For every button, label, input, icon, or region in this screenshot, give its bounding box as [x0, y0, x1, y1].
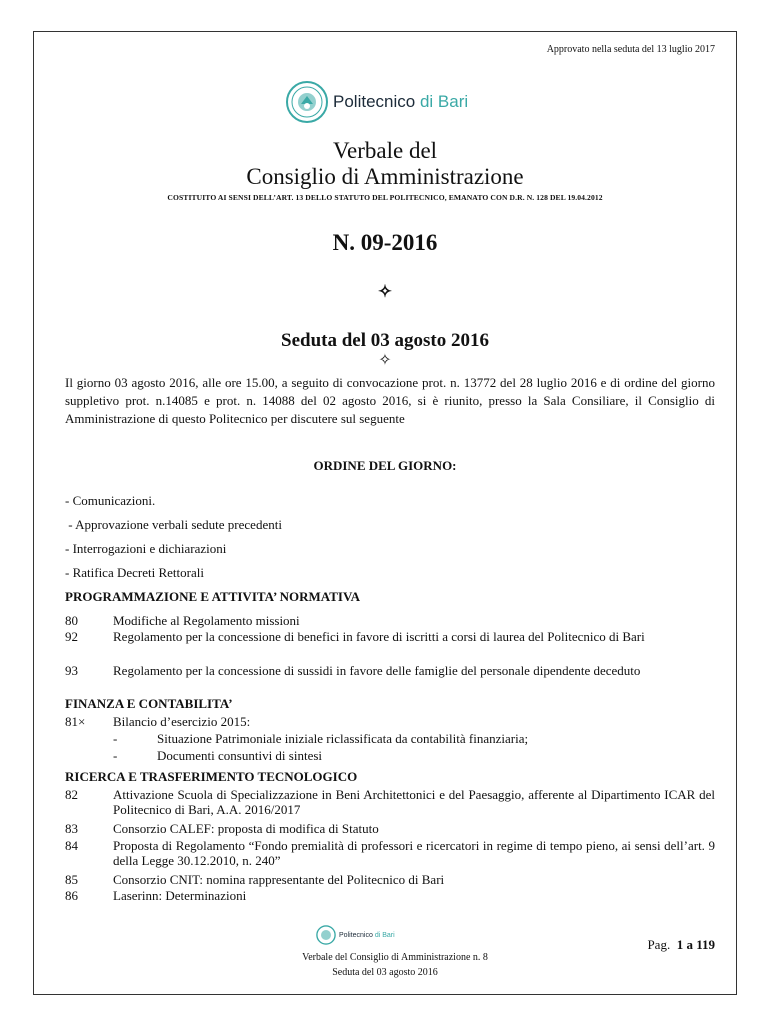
item-number: 84 — [65, 838, 78, 853]
politecnico-logo — [285, 80, 468, 124]
item-text: Bilancio d’esercizio 2015: — [113, 714, 251, 729]
ornament-icon: ✧ — [377, 282, 393, 301]
general-item: - Comunicazioni. — [65, 493, 156, 508]
general-item: - Interrogazioni e dichiarazioni — [65, 541, 227, 556]
approval-note: Approvato nella seduta del 13 luglio 2017 — [546, 44, 715, 55]
item-number: 82 — [65, 787, 78, 802]
footer-line1: Verbale del Consiglio di Amministrazione n. 8 — [302, 952, 488, 963]
item-text: Modifiche al Regolamento missioni — [113, 613, 300, 628]
sub-item-dash: - — [113, 748, 118, 763]
item-text: Consorzio CALEF: proposta di modifica di Statuto — [113, 821, 379, 836]
item-number: 85 — [65, 872, 78, 887]
item-text: Attivazione Scuola di Specializzazione in Beni Architettonici e del Paesaggio, afferente al Dipartimento ICAR del Politecnico di Bari, A.A. 2016/2017 — [113, 787, 715, 817]
logo-name: Politecnico di Bari — [333, 92, 469, 111]
footer-line2: Seduta del 03 agosto 2016 — [332, 967, 438, 978]
item-number: 93 — [65, 663, 78, 678]
item-text: Regolamento per la concessione di sussidi in favore delle famiglie del personale dipendente deceduto — [113, 663, 641, 678]
section-title: FINANZA E CONTABILITA’ — [65, 696, 233, 711]
item-number: 92 — [65, 629, 78, 644]
session-date: Seduta del 03 agosto 2016 — [281, 330, 489, 351]
sub-item-text: Situazione Patrimoniale iniziale riclassificata da contabilità finanziaria; — [157, 731, 529, 746]
sub-item-dash: - — [113, 731, 118, 746]
intro-paragraph: Il giorno 03 agosto 2016, alle ore 15.00, a seguito di convocazione prot. n. 13772 del 28 luglio 2016 e di ordine del giorno suppletivo prot. n.14085 e prot. n. 14088 del 02 agosto 2016, si è riunito, presso la Sala Consiliare, il Consiglio di Amministrazione di questo Politecnico per discutere sul seguente — [65, 375, 715, 426]
ornament-icon-small: ✧ — [378, 352, 392, 369]
general-item: - Approvazione verbali sedute precedenti — [65, 517, 282, 532]
general-item: - Ratifica Decreti Rettorali — [65, 565, 204, 580]
item-number: 81× — [65, 714, 86, 729]
document-title-line1: Verbale del — [332, 138, 438, 163]
section-title: RICERCA E TRASFERIMENTO TECNOLOGICO — [65, 769, 358, 784]
sub-item-text: Documenti consuntivi di sintesi — [157, 748, 323, 763]
footer-logo-name: Politecnico di Bari — [339, 931, 395, 939]
item-text: Laserinn: Determinazioni — [113, 888, 247, 903]
item-text: Consorzio CNIT: nomina rappresentante del Politecnico di Bari — [113, 872, 445, 887]
page-number: Pag. 1 a 119 — [647, 937, 715, 952]
agenda-title: ORDINE DEL GIORNO: — [313, 458, 457, 473]
item-number: 80 — [65, 613, 78, 628]
seal-icon-small — [316, 925, 336, 945]
seal-icon — [285, 80, 329, 124]
document-subtitle: COSTITUITO AI SENSI DELL’ART. 13 DELLO STATUTO DEL POLITECNICO, EMANATO CON D.R. N. 128 DEL 19.04.2012 — [167, 193, 603, 202]
item-number: 86 — [65, 888, 78, 903]
section-title: PROGRAMMAZIONE E ATTIVITA’ NORMATIVA — [65, 589, 361, 604]
item-text: Regolamento per la concessione di benefici in favore di iscritti a corsi di laurea del Politecnico di Bari — [113, 629, 645, 644]
document-title-line2: Consiglio di Amministrazione — [246, 164, 524, 189]
item-number: 83 — [65, 821, 78, 836]
minutes-number: N. 09-2016 — [332, 230, 438, 255]
footer-logo — [316, 925, 395, 945]
item-text: Proposta di Regolamento “Fondo premialità di professori e ricercatori in regime di tempo pieno, ai sensi dell’art. 9 della Legge 30.12.2010, n. 240” — [113, 838, 715, 868]
